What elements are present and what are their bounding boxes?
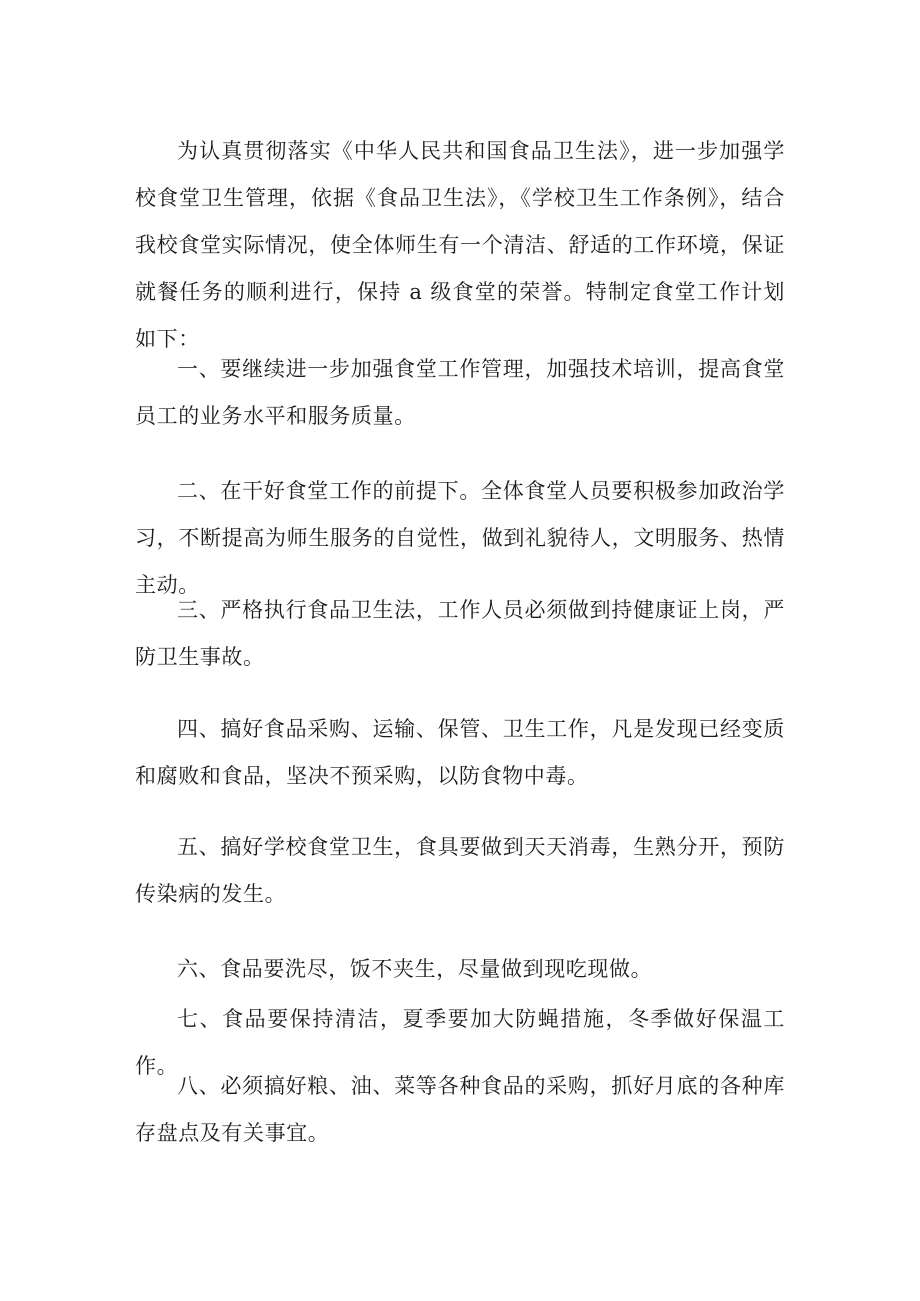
item-paragraph-8: 八、必须搞好粮、油、菜等各种食品的采购，抓好月底的各种库存盘点及有关事宜。	[135, 1074, 785, 1145]
item-paragraph-2: 二、在干好食堂工作的前提下。全体食堂人员要积极参加政治学习，不断提高为师生服务的自觉性，做到礼貌待人，文明服务、热情主动。	[135, 479, 785, 597]
item-paragraph-5: 五、搞好学校食堂卫生，食具要做到天天消毒，生熟分开，预防传染病的发生。	[135, 835, 785, 906]
item-paragraph-7: 七、食品要保持清洁，夏季要加大防蝇措施，冬季做好保温工作。	[135, 1007, 785, 1078]
item-paragraph-1: 一、要继续进一步加强食堂工作管理，加强技术培训，提高食堂员工的业务水平和服务质量。	[135, 357, 785, 428]
item-paragraph-6: 六、食品要洗尽，饭不夹生，尽量做到现吃现做。	[177, 957, 653, 981]
item-paragraph-4: 四、搞好食品采购、运输、保管、卫生工作，凡是发现已经变质和腐败和食品，坚决不预采购，以防食物中毒。	[135, 717, 785, 788]
intro-paragraph: 为认真贯彻落实《中华人民共和国食品卫生法》，进一步加强学校食堂卫生管理，依据《食品卫生法》，《学校卫生工作条例》，结合我校食堂实际情况，使全体师生有一个清洁、舒适的工作环境，保证就餐任务的顺利进行，保持 a 级食堂的荣誉。特制定食堂工作计划如下：	[135, 139, 785, 351]
item-paragraph-3: 三、严格执行食品卫生法，工作人员必须做到持健康证上岗，严防卫生事故。	[135, 598, 785, 669]
